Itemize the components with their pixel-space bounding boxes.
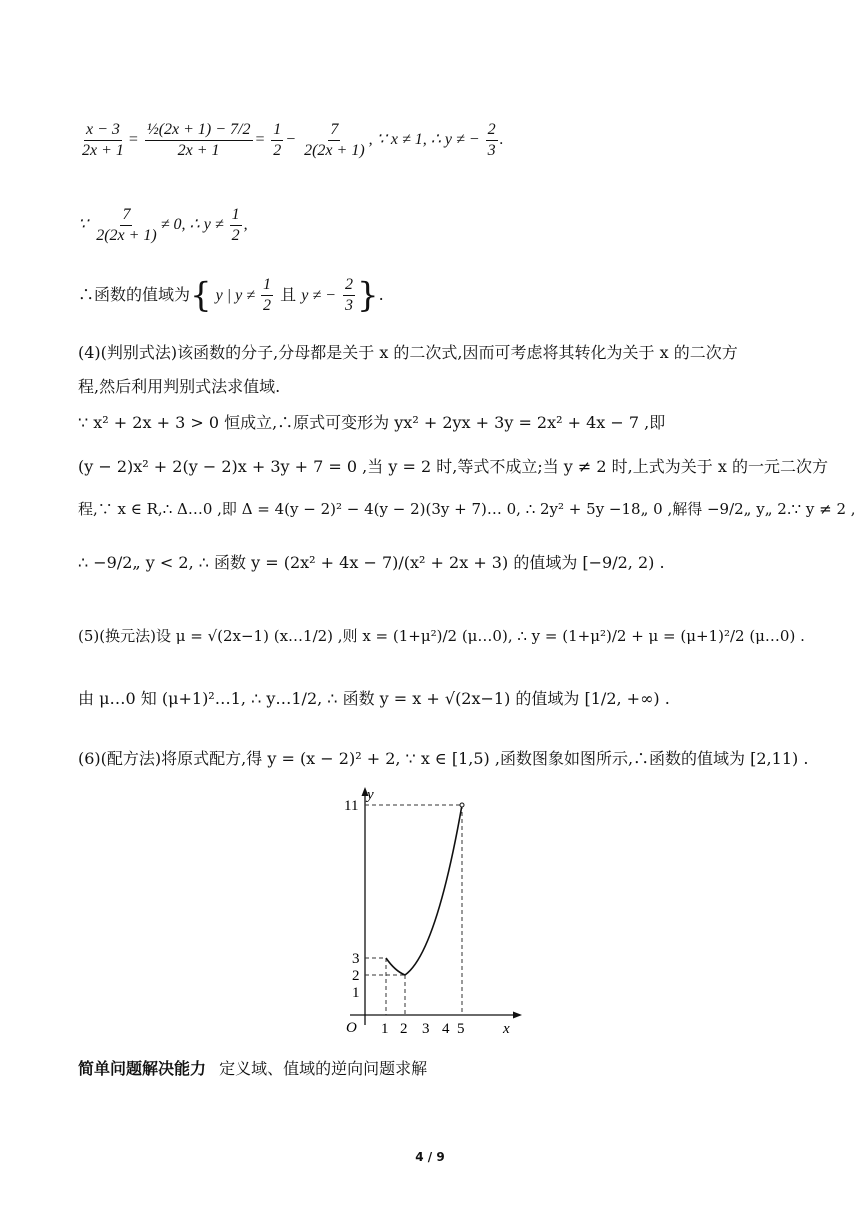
p4-line-a: (4)(判别式法)该函数的分子,分母都是关于 x 的二次式,因而可考虑将其转化为关于 x 的二次方 (78, 343, 738, 362)
x-tick-2: 2 (400, 1021, 408, 1037)
p4-line-f: ∴ −9/2„ y < 2, ∴ 函数 y = (2x² + 4x − 7)/(x² + 2x + 3) 的值域为 [−9/2, 2) . (78, 553, 665, 572)
p4-line-c: ∵ x² + 2x + 3 > 0 恒成立,∴原式可变形为 yx² + 2yx + 3y = 2x² + 4x − 7 ,即 (78, 413, 666, 432)
x-tick-1: 1 (381, 1021, 389, 1037)
open-endpoint (460, 803, 464, 807)
p4-line-b: 程,然后利用判别式法求值域. (78, 377, 281, 396)
fraction: $\frac{2}{3}$ (487, 121, 496, 159)
p4-line-e: 程,∵ x ∈ R,∴ Δ…0 ,即 Δ = 4(y − 2)² − 4(y − 2)(3y + 7)… 0, ∴ 2y² + 5y −18„ 0 ,解得 −9/2„ y„ 2.∵ y ≠ 2 , (78, 500, 856, 518)
section-heading-text: 定义域、值域的逆向问题求解 (219, 1059, 428, 1078)
parabola-curve (386, 805, 462, 975)
equation-line-2: ∵ $\frac{7}{2(2x + 1)}$ ≠ 0, ∴ y ≠ $\frac{1}{2}$ , (78, 206, 248, 244)
range-statement: ∴函数的值域为{ y | y ≠ $\frac{1}{2}$ 且 y ≠ − $\frac{2}{3}$ }. (78, 275, 384, 316)
fraction: $\frac{1}{2}$ (231, 206, 240, 244)
fraction: $\frac{7}{2(2x + 1)}$ (304, 121, 365, 159)
p5-line-a: (5)(换元法)设 μ = √(2x−1) (x…1/2) ,则 x = (1+μ²)/2 (μ…0), ∴ y = (1+μ²)/2 + μ = (μ+1)²/2 (μ…0) . (78, 627, 805, 645)
y-tick-11: 11 (344, 798, 359, 814)
fraction: $\frac{2}{3}$ (345, 276, 354, 314)
origin-label: O (346, 1020, 357, 1036)
p6-line: (6)(配方法)将原式配方,得 y = (x − 2)² + 2, ∵ x ∈ [1,5) ,函数图象如图所示,∴函数的值域为 [2,11) . (78, 749, 809, 768)
section-heading (78, 1058, 427, 1080)
function-graph (336, 783, 526, 1045)
fraction: $\frac{7}{2(2x + 1)}$ (96, 206, 157, 244)
x-tick-5: 5 (457, 1021, 465, 1037)
fraction: $\frac{x - 3}{2x + 1}$ (82, 121, 124, 159)
y-axis-label: y (367, 787, 374, 803)
x-tick-4: 4 (442, 1021, 450, 1037)
section-heading-bold: 简单问题解决能力 (78, 1059, 207, 1078)
y-tick-2: 2 (352, 968, 360, 984)
p5-line-b: 由 μ…0 知 (μ+1)²…1, ∴ y…1/2, ∴ 函数 y = x + √(2x−1) 的值域为 [1/2, +∞) . (78, 689, 670, 708)
fraction: $\frac{\text{½(2x + 1) − 7/2}}{2x + 1}$ (146, 121, 251, 159)
fraction: $\frac{1}{2}$ (263, 276, 272, 314)
p4-line-d: (y − 2)x² + 2(y − 2)x + 3y + 7 = 0 ,当 y = 2 时,等式不成立;当 y ≠ 2 时,上式为关于 x 的一元二次方 (78, 457, 828, 476)
x-tick-3: 3 (422, 1021, 430, 1037)
x-axis-label: x (503, 1021, 510, 1037)
dashed-guides (365, 805, 462, 1015)
y-tick-3: 3 (352, 951, 360, 967)
fraction: $\frac{1}{2}$ (273, 121, 282, 159)
page-number: 4 / 9 (415, 1150, 445, 1164)
y-tick-1: 1 (352, 985, 360, 1001)
equation-line-1: $\frac{x - 3}{2x + 1}$ = $\frac{\text{½(2x + 1) − 7/2}}{2x + 1}$ = $\frac{1}{2}$ − $\frac{7}{2(2x + 1)}$ , ∵ x ≠ 1, ∴ y ≠ − $\frac{2}{3}$ . (82, 121, 504, 159)
x-axis-arrow (513, 1012, 522, 1019)
